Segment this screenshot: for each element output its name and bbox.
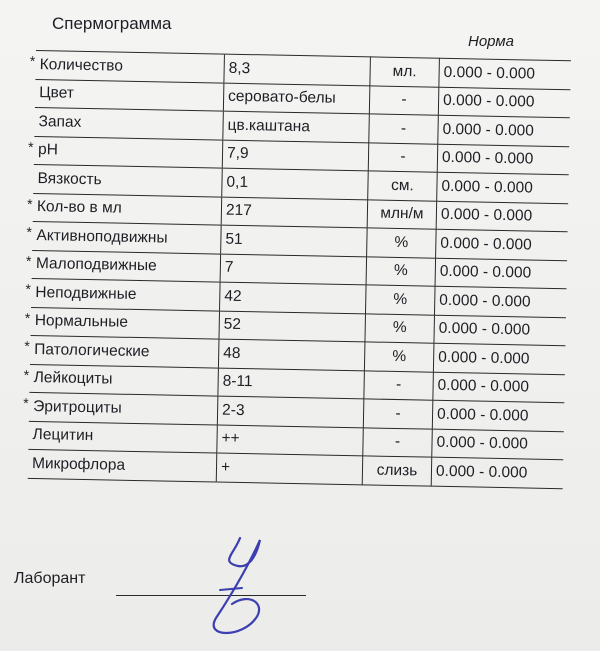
required-marker: * — [25, 280, 32, 297]
param-norm: 0.000 - 0.000 — [434, 286, 566, 317]
param-name: Запах — [38, 112, 82, 131]
param-name: Количество — [39, 55, 124, 75]
param-norm: 0.000 - 0.000 — [431, 457, 563, 488]
param-norm: 0.000 - 0.000 — [439, 58, 571, 89]
param-unit: - — [368, 142, 438, 172]
param-value: 51 — [221, 225, 368, 256]
param-norm: 0.000 - 0.000 — [432, 400, 564, 431]
param-name: Неподвижные — [35, 283, 137, 303]
required-marker: * — [26, 223, 33, 240]
param-value: 0,1 — [222, 168, 369, 199]
param-name: Лецитин — [32, 426, 94, 445]
param-unit: % — [366, 256, 436, 286]
param-value: 8,3 — [224, 54, 371, 85]
param-norm: 0.000 - 0.000 — [438, 115, 570, 146]
param-value: 2-3 — [217, 396, 364, 427]
param-value: серовато-белы — [223, 83, 370, 114]
param-unit: - — [364, 370, 434, 400]
norm-column-header: Норма — [468, 33, 514, 50]
param-name-cell — [24, 335, 219, 367]
param-name-cell — [25, 250, 221, 282]
param-norm: 0.000 - 0.000 — [438, 87, 570, 118]
param-norm: 0.000 - 0.000 — [436, 201, 568, 232]
param-name-cell — [23, 364, 218, 396]
param-norm: 0.000 - 0.000 — [437, 144, 569, 175]
param-name-cell — [26, 193, 222, 225]
param-name: Лейкоциты — [33, 369, 113, 388]
required-marker: * — [24, 309, 31, 326]
param-name: Активноподвижны — [36, 226, 168, 247]
param-name: Кол-во в мл — [36, 198, 122, 217]
param-unit: % — [365, 313, 435, 343]
param-unit: % — [364, 342, 434, 372]
param-unit: - — [369, 114, 439, 144]
page-title: Спермограмма — [52, 14, 172, 33]
param-name: Вязкость — [37, 169, 102, 189]
param-value: ++ — [217, 425, 364, 456]
param-unit: млн/м — [367, 199, 437, 229]
param-norm: 0.000 - 0.000 — [436, 229, 568, 260]
param-value: 217 — [221, 197, 368, 228]
param-name: Цвет — [39, 84, 75, 102]
param-unit: мл. — [370, 57, 440, 87]
param-unit: % — [366, 285, 436, 315]
results-table-body — [23, 50, 571, 488]
lab-assistant-label: Лаборант — [14, 570, 86, 587]
required-marker: * — [26, 195, 33, 212]
param-name-cell — [24, 307, 220, 339]
param-name-cell — [25, 278, 220, 310]
param-name: Нормальные — [34, 312, 129, 332]
param-value: 8-11 — [218, 368, 365, 399]
param-unit: см. — [368, 171, 438, 201]
param-value: 7 — [220, 254, 367, 285]
param-value: 52 — [219, 311, 366, 342]
param-norm: 0.000 - 0.000 — [434, 315, 566, 346]
param-name: Эритроциты — [32, 397, 122, 417]
param-unit: - — [363, 399, 433, 429]
signature-icon — [190, 518, 300, 638]
results-table — [23, 50, 571, 489]
param-name-cell — [23, 392, 218, 424]
param-name: Малоподвижные — [35, 255, 157, 275]
param-norm: 0.000 - 0.000 — [435, 258, 567, 289]
required-marker: * — [29, 52, 36, 69]
param-value: + — [216, 453, 363, 484]
param-name: pH — [37, 141, 59, 159]
param-unit: % — [367, 228, 437, 258]
required-marker: * — [24, 337, 30, 354]
param-norm: 0.000 - 0.000 — [433, 343, 565, 374]
required-marker: * — [27, 138, 34, 155]
required-marker: * — [23, 366, 30, 383]
param-name-cell — [35, 79, 224, 111]
param-norm: 0.000 - 0.000 — [432, 429, 564, 460]
param-value: цв.каштана — [223, 111, 370, 142]
param-value: 7,9 — [222, 140, 369, 171]
param-name-cell — [28, 449, 217, 481]
param-value: 42 — [220, 282, 367, 313]
param-unit: - — [363, 427, 433, 457]
param-norm: 0.000 - 0.000 — [437, 172, 569, 203]
param-name: Патологические — [34, 340, 150, 360]
param-unit: - — [369, 85, 439, 115]
param-value: 48 — [218, 339, 365, 370]
required-marker: * — [25, 252, 32, 269]
param-name: Микрофлора — [31, 454, 126, 474]
param-name-cell — [28, 421, 217, 453]
param-norm: 0.000 - 0.000 — [433, 372, 565, 403]
param-name-cell — [26, 221, 221, 253]
param-unit: слизь — [362, 456, 432, 486]
param-name-cell — [27, 136, 223, 168]
param-name-cell — [29, 50, 224, 82]
required-marker: * — [23, 394, 29, 411]
param-name-cell — [33, 164, 222, 196]
param-name-cell — [34, 107, 223, 139]
